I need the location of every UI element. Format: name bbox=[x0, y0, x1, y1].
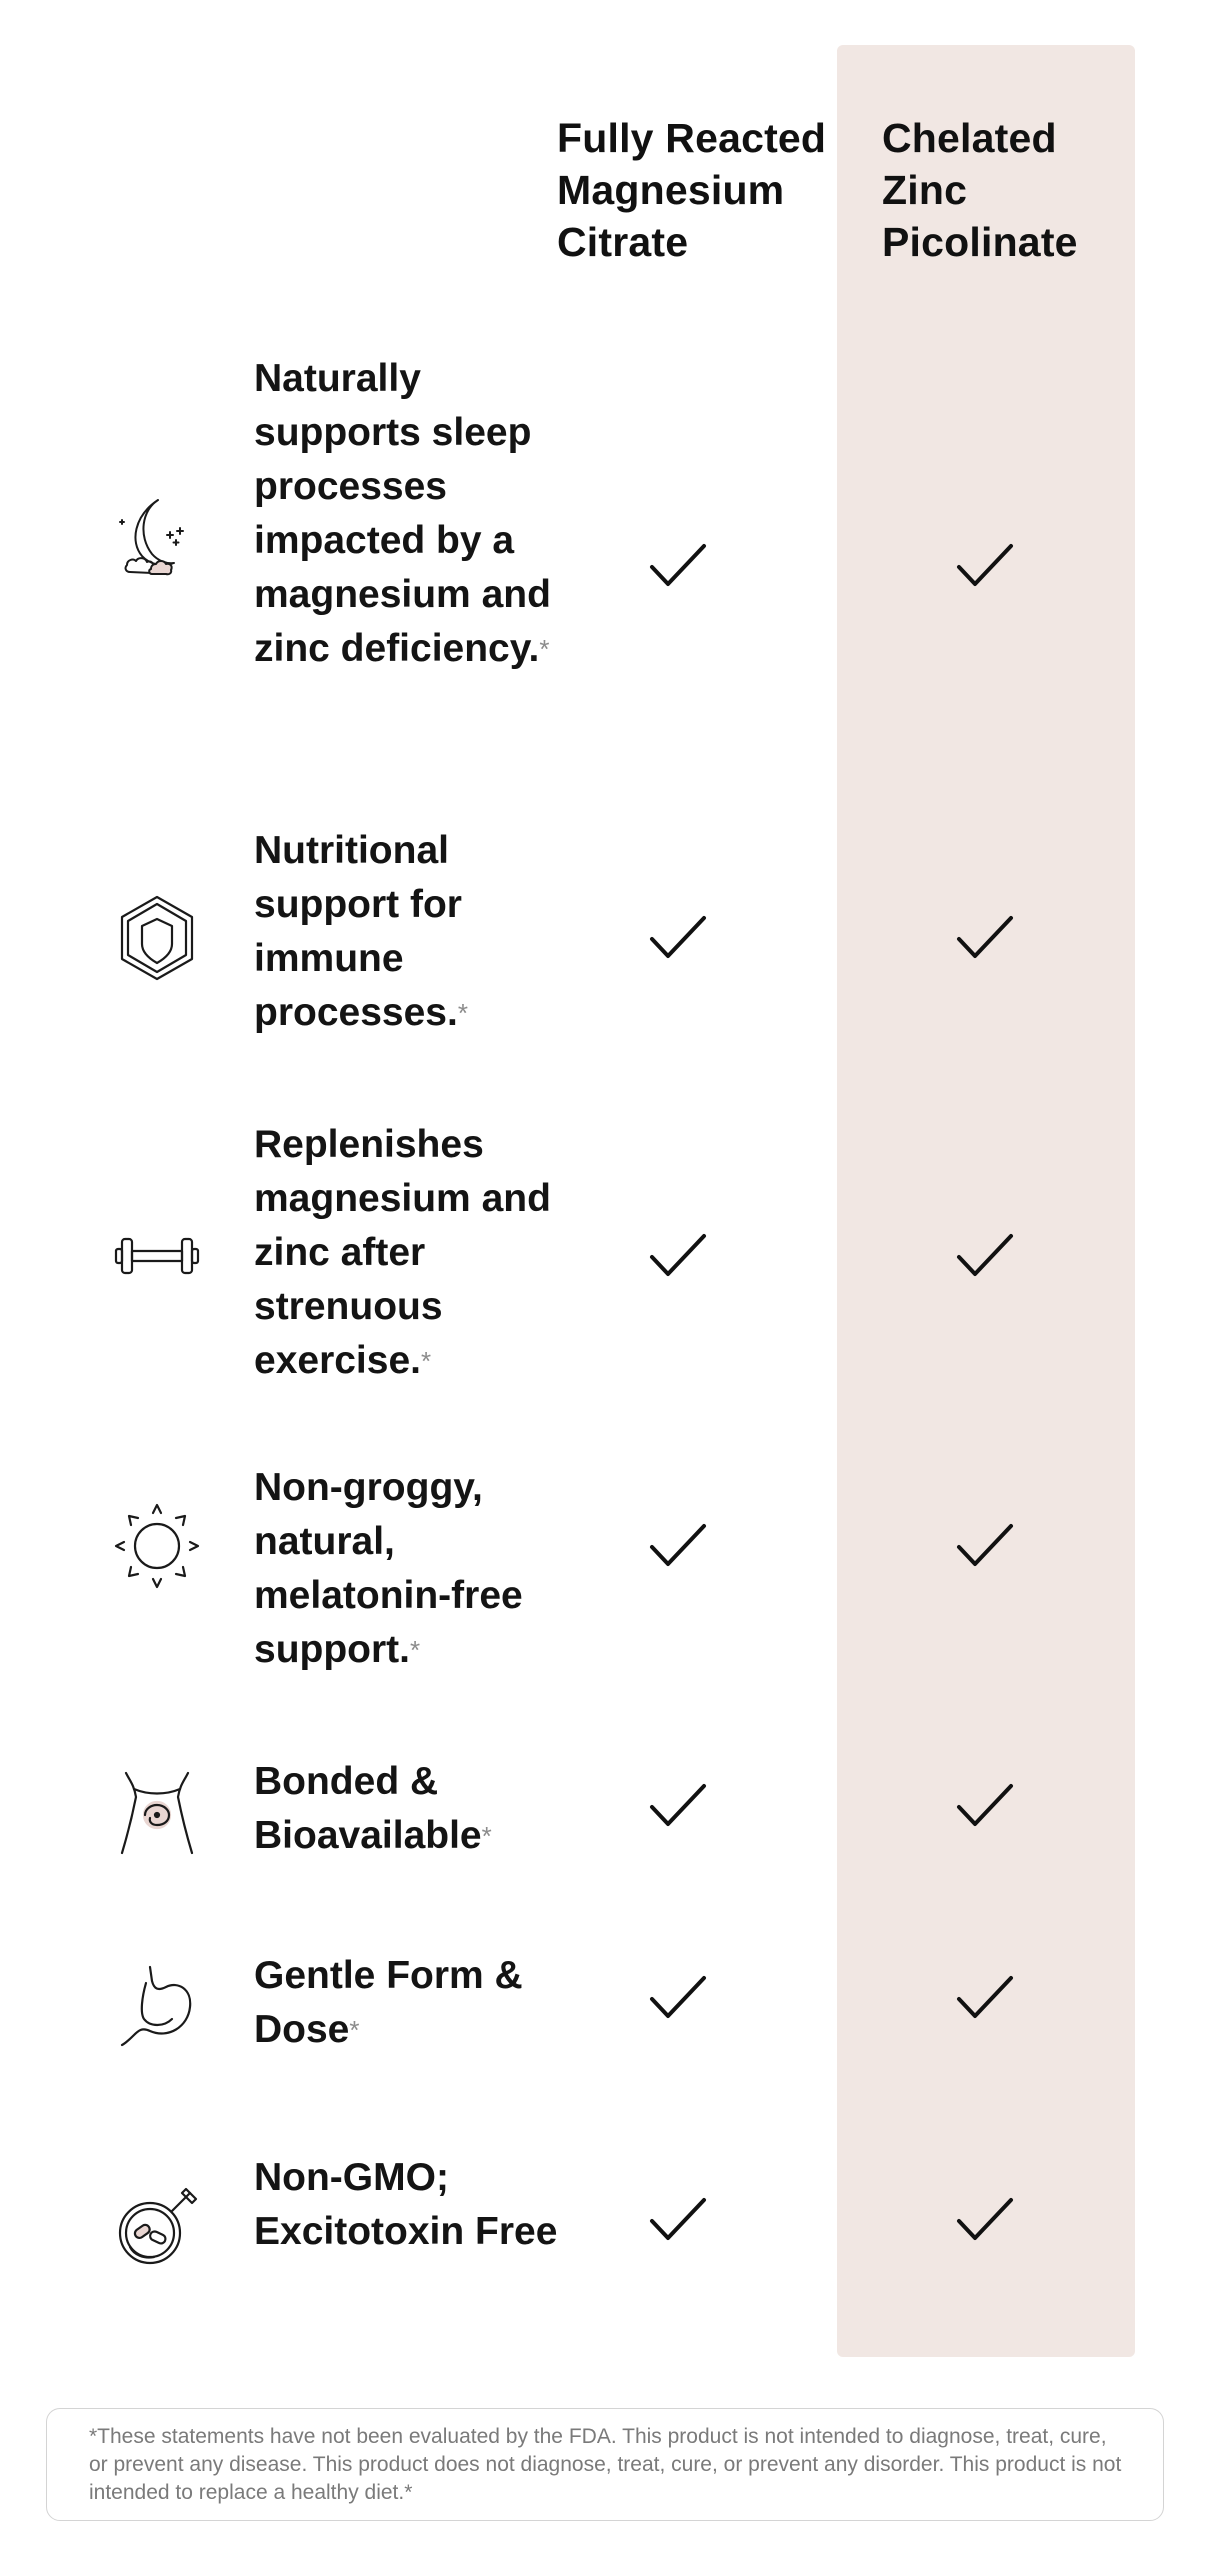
feature-text: Nutritional support for immune processes.* bbox=[254, 829, 468, 1034]
check-icon-zinc bbox=[955, 1973, 1015, 2023]
asterisk: * bbox=[409, 1635, 421, 1665]
asterisk: * bbox=[539, 634, 550, 664]
sun-icon bbox=[112, 1501, 202, 1591]
dumbbell-icon bbox=[112, 1211, 202, 1301]
column-header-zinc: Chelated Zinc Picolinate bbox=[882, 115, 1078, 265]
magnifier-capsules-icon bbox=[112, 2183, 202, 2273]
check-icon-magnesium bbox=[648, 1231, 708, 1281]
check-icon-zinc bbox=[955, 913, 1015, 963]
feature-text: Naturally supports sleep processes impacted by a magnesium and zinc deficiency.* bbox=[254, 357, 551, 670]
feature-text: Replenishes magnesium and zinc after strenuous exercise.* bbox=[254, 1123, 551, 1382]
fda-disclaimer-box bbox=[46, 2408, 1164, 2521]
check-icon-magnesium bbox=[648, 1973, 708, 2023]
feature-text: Bonded & Bioavailable* bbox=[254, 1760, 492, 1857]
check-icon-magnesium bbox=[648, 2195, 708, 2245]
asterisk: * bbox=[349, 2015, 360, 2045]
asterisk: * bbox=[481, 1821, 492, 1851]
check-icon-zinc bbox=[955, 2195, 1015, 2245]
column-header-magnesium: Fully Reacted Magnesium Citrate bbox=[557, 115, 827, 265]
feature-text: Gentle Form & Dose* bbox=[254, 1954, 523, 2051]
check-icon-magnesium bbox=[648, 1521, 708, 1571]
check-icon-zinc bbox=[955, 541, 1015, 591]
check-icon-zinc bbox=[955, 1781, 1015, 1831]
check-icon-zinc bbox=[955, 1521, 1015, 1571]
check-icon-magnesium bbox=[648, 541, 708, 591]
abdomen-icon bbox=[112, 1767, 202, 1857]
check-icon-magnesium bbox=[648, 913, 708, 963]
check-icon-zinc bbox=[955, 1231, 1015, 1281]
shield-hexagon-icon bbox=[112, 893, 202, 983]
moon-stars-cloud-icon bbox=[112, 492, 202, 582]
check-icon-magnesium bbox=[648, 1781, 708, 1831]
asterisk: * bbox=[457, 998, 468, 1028]
fda-disclaimer-text: *These statements have not been evaluated by the FDA. This product is not intended to diagnose, treat, cure, or prevent any disease. This product does not diagnose, treat, cure, or prevent any disorder. This product is not intended to replace a healthy diet.* bbox=[89, 2425, 1122, 2504]
asterisk: * bbox=[421, 1346, 432, 1376]
feature-text: Non-GMO; Excitotoxin Free bbox=[254, 2156, 558, 2253]
stomach-icon bbox=[112, 1961, 202, 2051]
feature-text: Non-groggy, natural, melatonin-free support.* bbox=[254, 1466, 523, 1671]
